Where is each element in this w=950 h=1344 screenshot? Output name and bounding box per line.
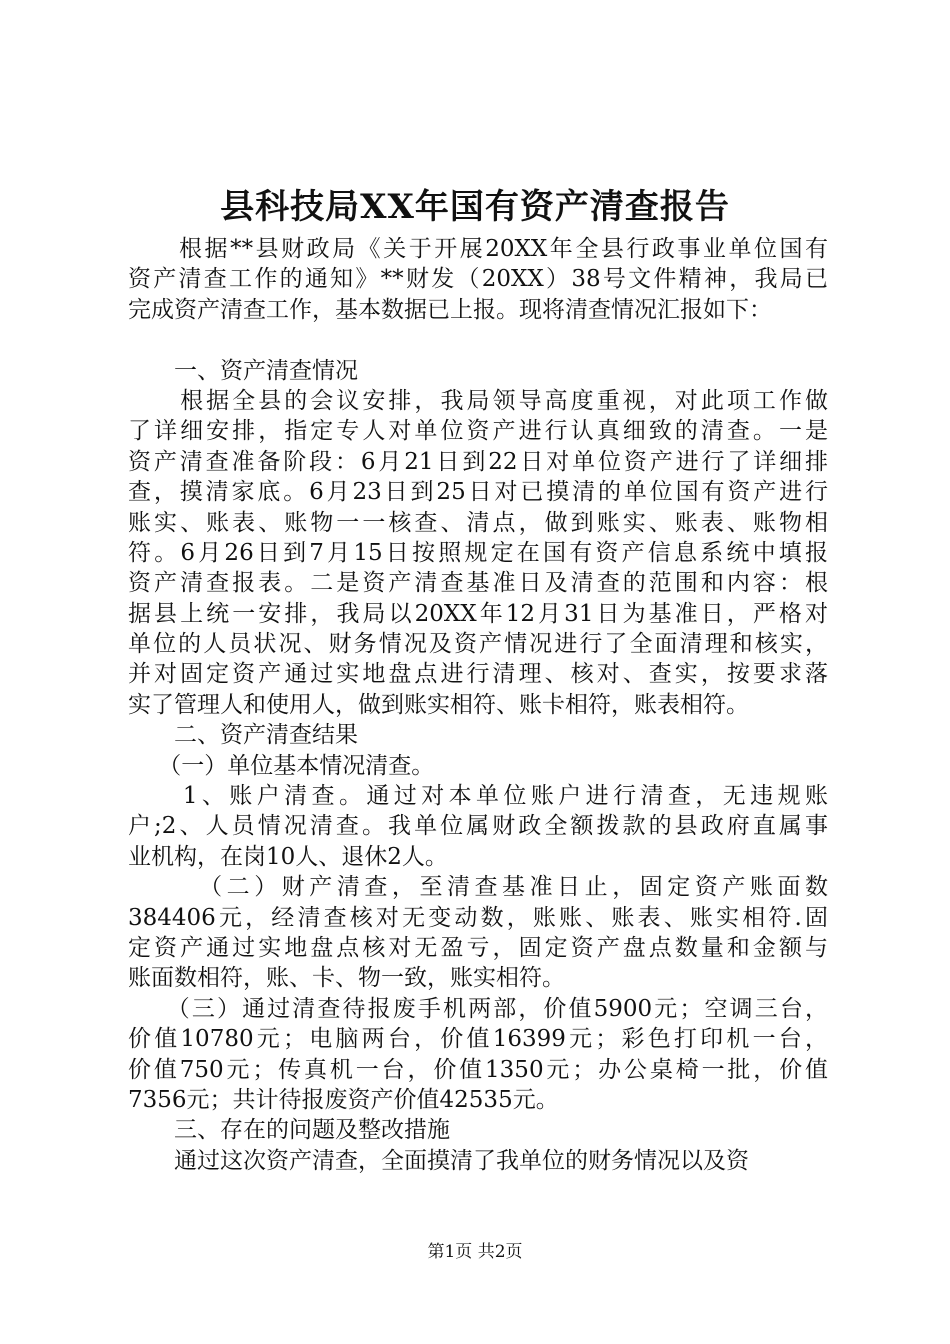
body-text-line: 二、资产清查结果 [128,722,358,749]
body-text-line: 7356元；共计待报废资产价值42535元。 [128,1086,559,1113]
body-text-line: 一、资产清查情况 [128,357,358,384]
body-text-line: 资产清查工作的通知》**财发（20XX）38号文件精神，我局已 [128,266,828,293]
body-text-line: 查，摸清家底。6月23日到25日对已摸清的单位国有资产进行 [128,479,828,506]
body-text-line: 符。6月26日到7月15日按照规定在国有资产信息系统中填报 [128,539,828,566]
body-text-line: 根据全县的会议安排，我局领导高度重视，对此项工作做 [128,387,828,414]
body-text-line: 384406元，经清查核对无变动数，账账、账表、账实相符.固 [128,904,828,931]
body-text-line: 户;2、人员情况清查。我单位属财政全额拨款的县政府直属事 [128,813,828,840]
body-text-line: 据县上统一安排，我局以20XX年12月31日为基准日，严格对 [128,600,828,627]
body-text-line: （一）单位基本情况清查。 [128,752,435,779]
body-text-line: 价值750元；传真机一台，价值1350元；办公桌椅一批，价值 [128,1056,828,1083]
body-text-line: （二）财产清查，至清查基准日止，固定资产账面数 [128,874,828,901]
body-text-line: 资产清查报表。二是资产清查基准日及清查的范围和内容：根 [128,570,828,597]
body-text-line: 了详细安排，指定专人对单位资产进行认真细致的清查。一是 [128,418,828,445]
document-body [128,234,828,1176]
body-text-line: 根据**县财政局《关于开展20XX年全县行政事业单位国有 [128,236,828,262]
body-text-line: 账实、账表、账物一一核查、清点，做到账实、账表、账物相 [128,509,828,536]
body-text-line: 业机构，在岗10人、退休2人。 [128,843,448,870]
document-title: 县科技局XX年国有资产清查报告 [220,187,730,227]
body-text-line: 并对固定资产通过实地盘点进行清理、核对、查实，按要求落 [128,661,828,688]
page-footer: 第1页 共2页 [427,1242,523,1262]
blank-line [128,325,828,355]
body-text-line: 资产清查准备阶段：6月21日到22日对单位资产进行了详细排 [128,448,828,475]
body-text-line: 实了管理人和使用人，做到账实相符、账卡相符，账表相符。 [128,691,749,718]
body-text-line: 三、存在的问题及整改措施 [128,1117,450,1144]
body-text-line: 单位的人员状况、财务情况及资产情况进行了全面清理和核实， [128,631,828,658]
body-text-line: 定资产通过实地盘点核对无盈亏，固定资产盘点数量和金额与 [128,934,828,961]
body-text-line: 1、账户清查。通过对本单位账户进行清查，无违规账 [128,783,828,810]
body-text-line: 账面数相符，账、卡、物一致，账实相符。 [128,965,565,992]
body-text-line: 完成资产清查工作，基本数据已上报。现将清查情况汇报如下： [128,296,772,323]
body-text-line: 价值10780元；电脑两台，价值16399元；彩色打印机一台， [128,1026,828,1053]
body-text-line: 通过这次资产清查，全面摸清了我单位的财务情况以及资 [128,1147,749,1174]
body-text-line: （三）通过清查待报废手机两部，价值5900元；空调三台， [128,995,828,1022]
